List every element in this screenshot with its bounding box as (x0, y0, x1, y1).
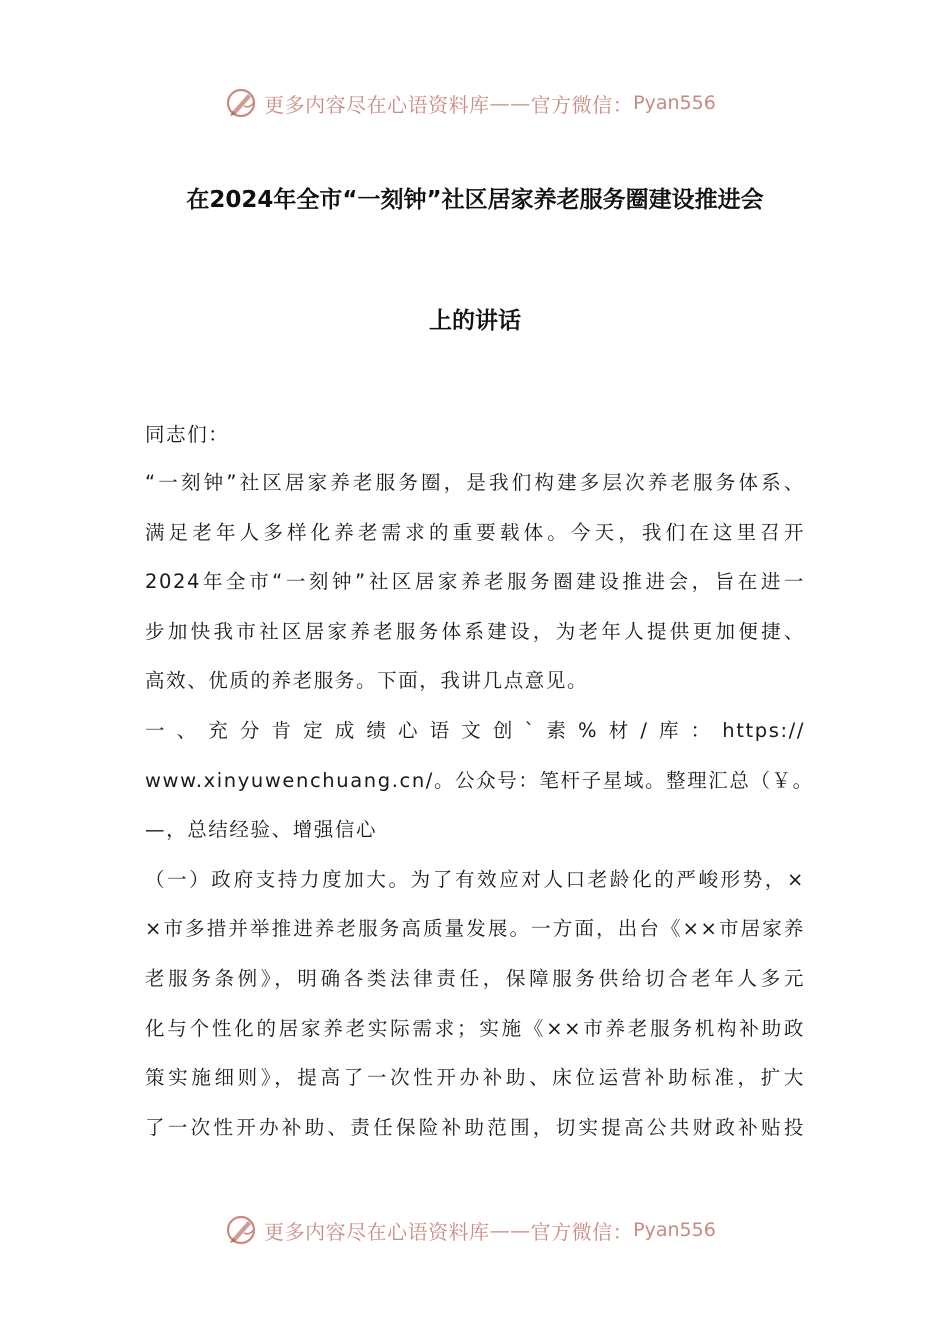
body-line: 化与个性化的居家养老实际需求；实施《××市养老服务机构补助政 (145, 1016, 805, 1040)
banner-dash: —— (489, 91, 531, 115)
body-line: 2024年全市“一刻钟”社区居家养老服务圈建设推进会，旨在进一 (145, 570, 805, 594)
greeting: 同志们： (145, 423, 230, 446)
body-line: 策实施细则》，提高了一次性开办补助、床位运营补助标准，扩大 (145, 1066, 805, 1090)
body-line: （一）政府支持力度加大。为了有效应对人口老龄化的严峻形势，× (145, 867, 805, 891)
footer-banner-content (224, 1213, 716, 1247)
banner-wechat-id: Pyan556 (633, 1219, 716, 1241)
body-line: 一、充分肯定成绩心语文创`素%材/库：https:// (145, 718, 805, 742)
body-line: 步加快我市社区居家养老服务体系建设，为老年人提供更加便捷、 (145, 619, 805, 643)
body-line: “一刻钟”社区居家养老服务圈，是我们构建多层次养老服务体系、 (145, 471, 805, 494)
body-text (145, 458, 814, 1152)
body-line: ×市多措并举推进养老服务高质量发展。一方面，出台《××市居家养 (145, 917, 805, 941)
document-title-line-2: 上的讲话 (429, 308, 521, 334)
banner-site-text: 更多内容尽在心语资料库 (264, 1219, 490, 1244)
header-banner (0, 83, 950, 123)
header-banner-content (224, 86, 716, 120)
pen-logo-icon (224, 86, 258, 120)
body-line: 了一次性开办补助、责任保险补助范围，切实提高公共财政补贴投 (145, 1115, 805, 1139)
banner-wechat-id: Pyan556 (633, 92, 716, 114)
document-title-line-1: 在2024年全市“一刻钟”社区居家养老服务圈建设推进会 (186, 187, 764, 213)
body-line: 老服务条例》，明确各类法律责任，保障服务供给切合老年人多元 (145, 966, 805, 990)
banner-dash: —— (489, 1218, 531, 1242)
body-line: 满足老年人多样化养老需求的重要载体。今天，我们在这里召开 (145, 520, 805, 544)
pen-logo-icon (224, 1213, 258, 1247)
section-heading: —，总结经验、增强信心 (145, 818, 378, 842)
body-line: www.xinyuwenchuang.cn/。公众号：笔杆子星域。整理汇总（￥。 (145, 768, 814, 792)
body-line: 高效、优质的养老服务。下面，我讲几点意见。 (145, 669, 589, 693)
banner-site-text: 更多内容尽在心语资料库 (264, 92, 490, 117)
banner-wechat-label: 官方微信： (530, 92, 634, 117)
banner-wechat-label: 官方微信： (530, 1219, 634, 1244)
footer-banner (0, 1210, 950, 1250)
